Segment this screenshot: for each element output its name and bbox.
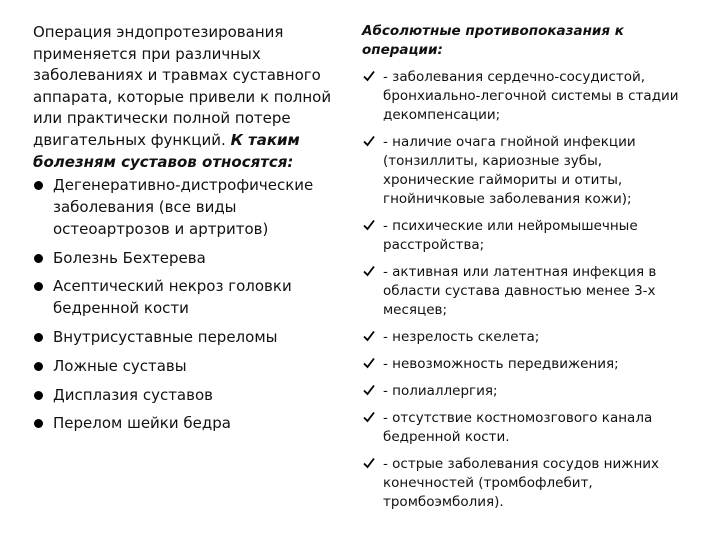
checkmark-icon [363, 384, 375, 396]
contraindications-title: Абсолютные противопоказания к операции: [362, 23, 624, 58]
bullet-dot-icon [34, 254, 43, 263]
list-item-text: - незрелость скелета; [383, 329, 540, 345]
list-item [362, 133, 694, 209]
list-item-text: Дегенеративно-дистрофические заболевания (все виды остеоартрозов и артритов) [53, 176, 314, 238]
checkmark-icon [363, 219, 375, 231]
list-item [33, 327, 351, 349]
list-item [33, 413, 351, 435]
indications-column [33, 22, 351, 442]
list-item [362, 68, 694, 125]
list-item-text: - острые заболевания сосудов нижних конечностей (тромбофлебит, тромбоэмболия). [383, 456, 660, 510]
contraindications-column [362, 22, 694, 520]
list-item-text: - отсутствие костномозгового канала бедренной кости. [383, 410, 653, 445]
list-item [33, 356, 351, 378]
list-item-text: Болезнь Бехтерева [53, 248, 206, 267]
list-item [33, 175, 351, 240]
checkmark-icon [363, 330, 375, 342]
checkmark-icon [363, 70, 375, 82]
list-item [33, 276, 351, 320]
list-item [362, 355, 694, 374]
checkmark-icon [363, 411, 375, 423]
list-item-text: - невозможность передвижения; [383, 356, 619, 372]
list-item [362, 455, 694, 512]
list-item-text: - наличие очага гнойной инфекции (тонзиллиты, кариозные зубы, хронические гаймориты и отиты, гнойничковые заболевания кожи); [383, 134, 636, 207]
checkmark-icon [363, 457, 375, 469]
intro-emphasis: К таким болезням суставов относятся: [33, 130, 300, 171]
bullet-dot-icon [34, 181, 43, 190]
checkmark-icon [363, 135, 375, 147]
list-item [33, 385, 351, 407]
contraindications-list [362, 68, 694, 512]
bullet-dot-icon [34, 391, 43, 400]
list-item [362, 409, 694, 447]
list-item [362, 328, 694, 347]
list-item-text: Асептический некроз головки бедренной кости [53, 277, 292, 318]
bullet-dot-icon [34, 333, 43, 342]
list-item-text: - заболевания сердечно-сосудистой, бронхиально-легочной системы в стадии декомпенсации; [383, 69, 679, 123]
list-item-text: Ложные суставы [53, 356, 187, 375]
list-item-text: Перелом шейки бедра [53, 414, 231, 433]
list-item-text: Дисплазия суставов [53, 385, 213, 404]
indications-list [33, 175, 351, 435]
bullet-dot-icon [34, 419, 43, 428]
list-item-text: - активная или латентная инфекция в области сустава давностью менее 3-х месяцев; [383, 264, 657, 318]
checkmark-icon [363, 357, 375, 369]
checkmark-icon [363, 265, 375, 277]
intro-text: Операция эндопротезирования применяется при различных заболеваниях и травмах суставного аппарата, которые привели к полной или практически полной потере двигательных функций. [33, 23, 332, 149]
list-item-text: - полиаллергия; [383, 383, 498, 399]
list-item [362, 263, 694, 320]
indications-intro [33, 22, 351, 173]
list-item [362, 217, 694, 255]
bullet-dot-icon [34, 362, 43, 371]
list-item [362, 382, 694, 401]
bullet-dot-icon [34, 282, 43, 291]
list-item [33, 248, 351, 270]
list-item-text: Внутрисуставные переломы [53, 327, 278, 346]
list-item-text: - психические или нейромышечные расстройства; [383, 218, 638, 253]
